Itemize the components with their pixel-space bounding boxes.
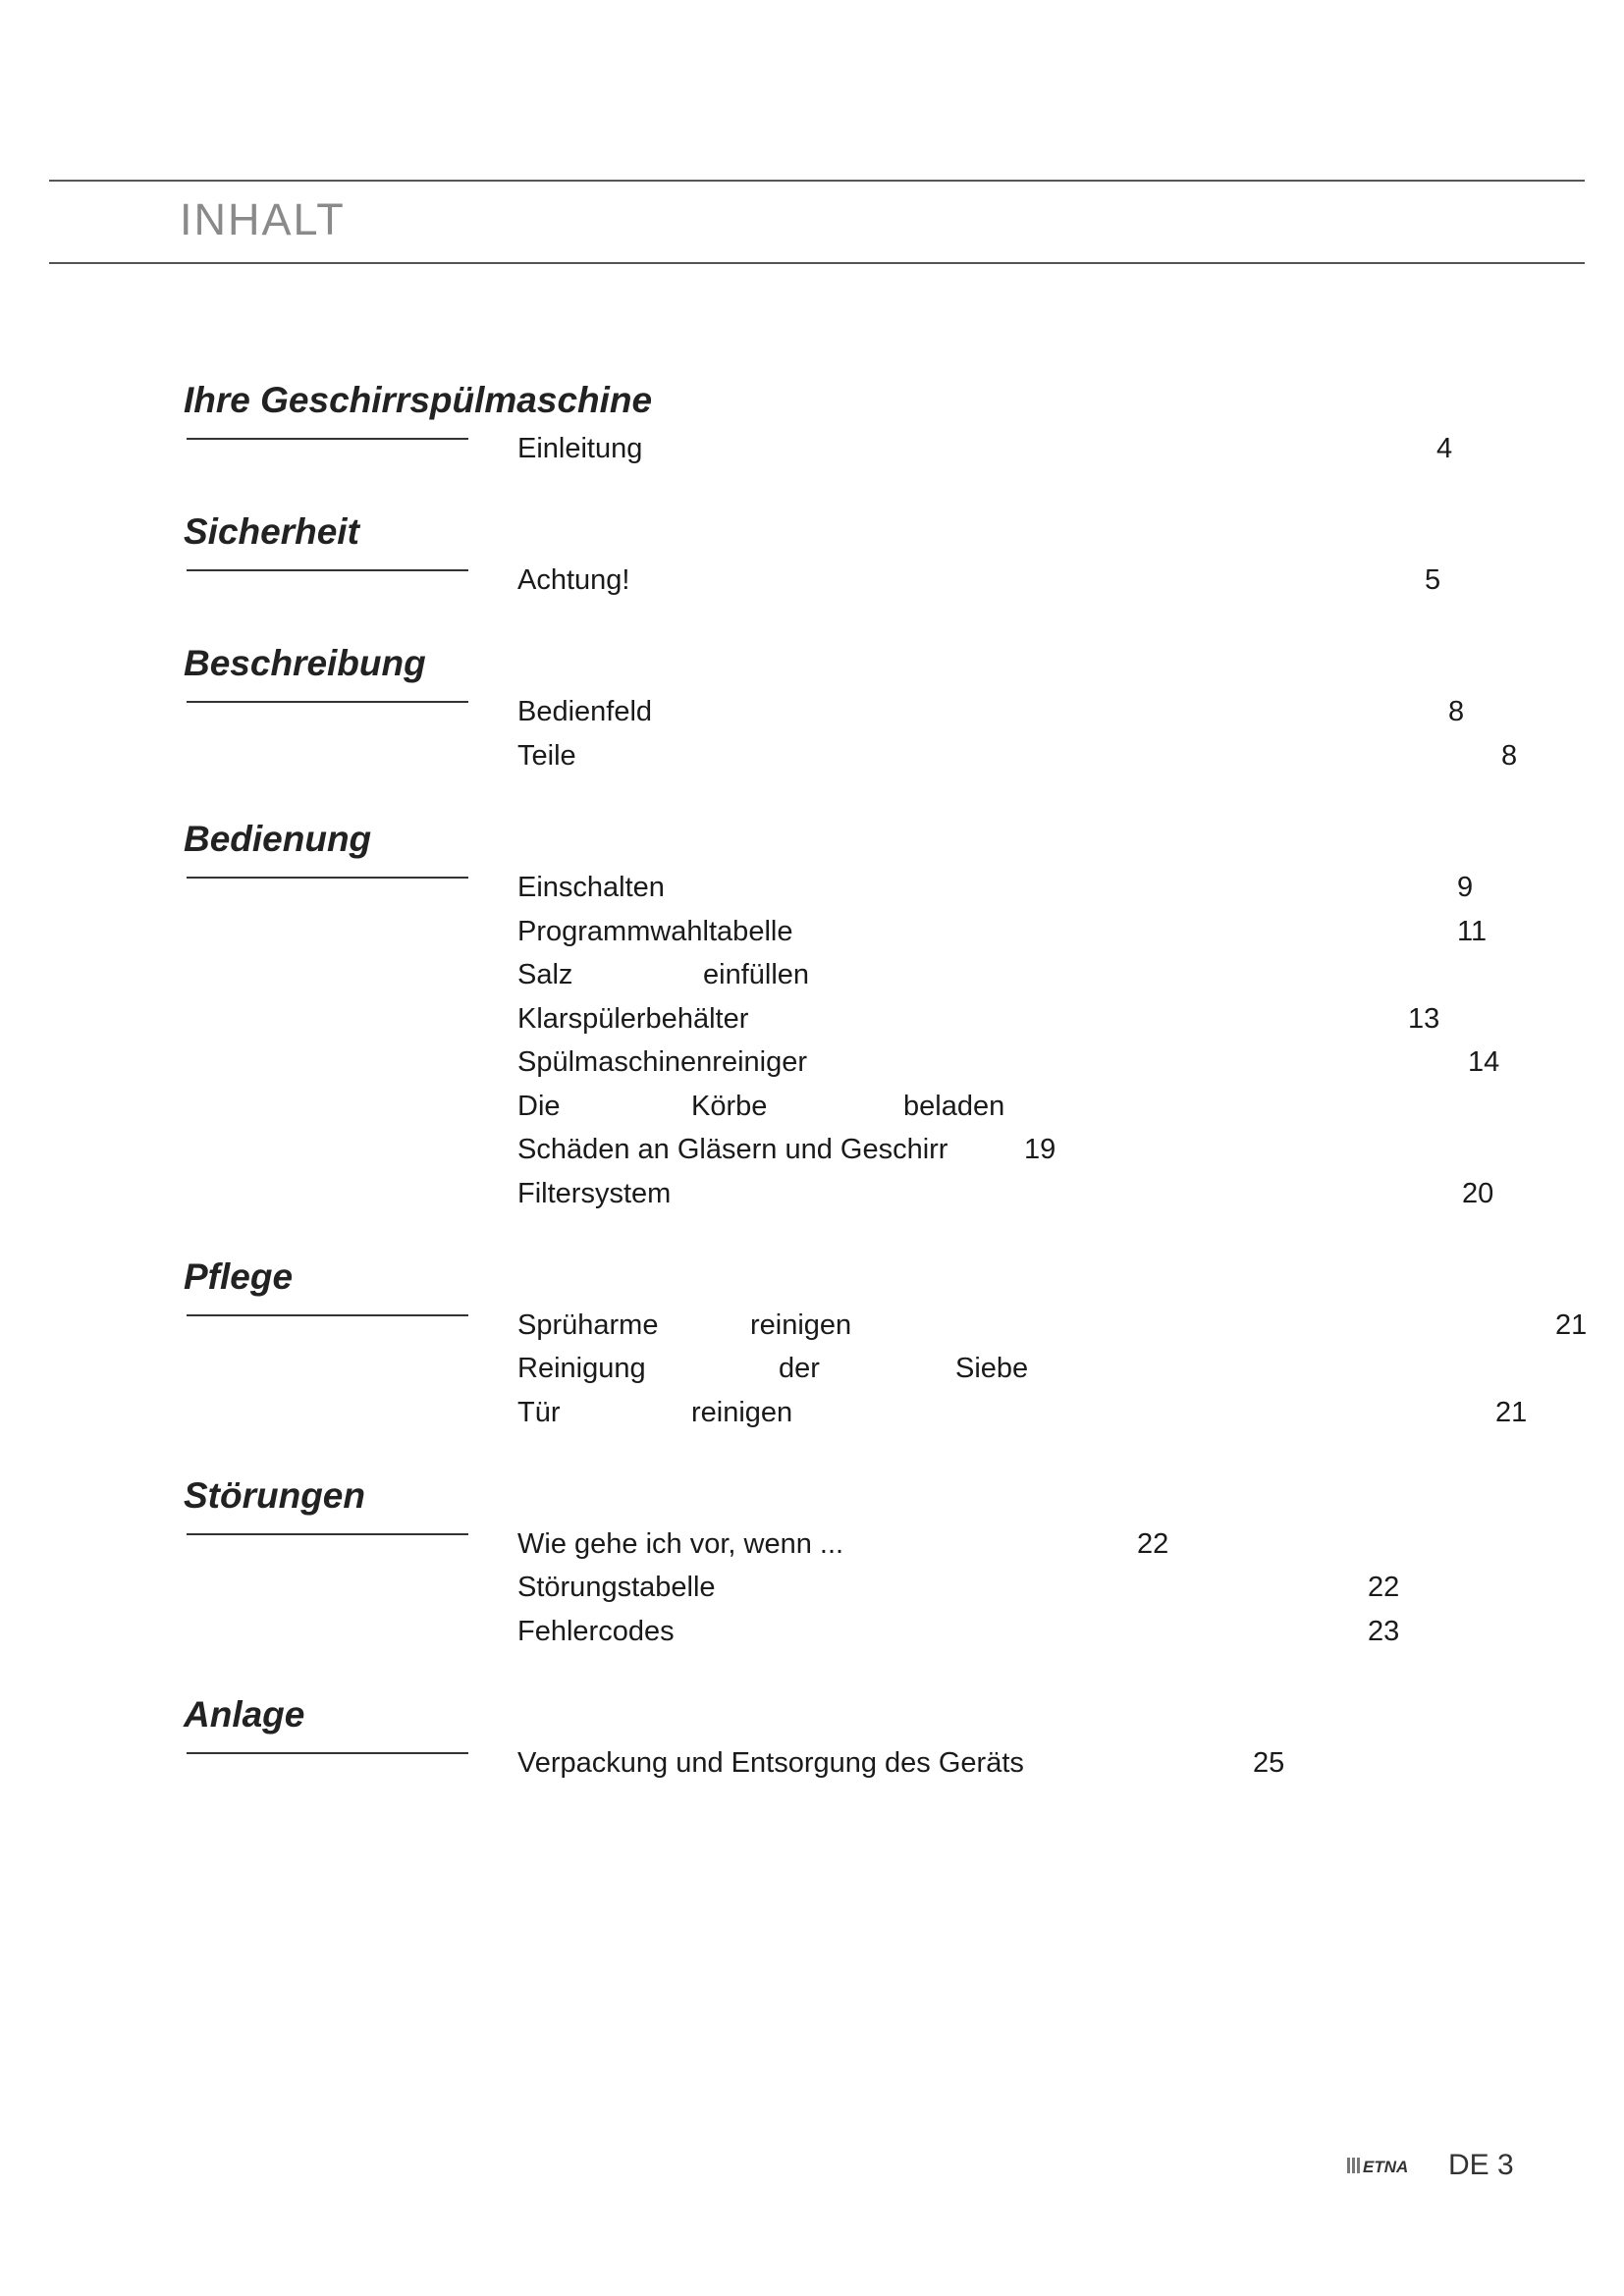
toc-entry[interactable] bbox=[517, 740, 1624, 779]
toc-entry-label: Schäden an Gläsern und Geschirr bbox=[517, 1134, 948, 1165]
toc-entry-label: Filtersystem bbox=[517, 1178, 672, 1209]
toc-entry-label: Salz bbox=[517, 959, 573, 990]
section-title: Störungen bbox=[184, 1475, 365, 1516]
toc-entry-label: der bbox=[779, 1353, 820, 1384]
toc-entry-label: Klarspülerbehälter bbox=[517, 1003, 749, 1035]
toc-entry[interactable] bbox=[517, 1178, 1624, 1217]
page-title: INHALT bbox=[180, 194, 346, 244]
toc-entry[interactable] bbox=[517, 1528, 1624, 1568]
section-rule bbox=[187, 1533, 468, 1535]
toc-entry-label: Spülmaschinenreiniger bbox=[517, 1046, 807, 1078]
toc-entry-page: 14 bbox=[1468, 1046, 1500, 1078]
toc-entry[interactable] bbox=[517, 1309, 1624, 1349]
toc-entry[interactable] bbox=[517, 1003, 1624, 1042]
toc-entry-page: 22 bbox=[1137, 1528, 1169, 1560]
toc-entry-page: 22 bbox=[1368, 1572, 1400, 1603]
toc-entry[interactable] bbox=[517, 1572, 1624, 1611]
etna-logo-text: ETNA bbox=[1363, 2158, 1409, 2176]
section-rule bbox=[187, 1314, 468, 1316]
toc-entry-label: Tür bbox=[517, 1397, 561, 1428]
toc-entry-label: Einleitung bbox=[517, 433, 643, 464]
header-bottom-rule bbox=[49, 262, 1585, 264]
toc-entry-label: einfüllen bbox=[703, 959, 810, 990]
section-title: Bedienung bbox=[184, 819, 372, 859]
toc-entry[interactable] bbox=[517, 1091, 1624, 1130]
toc-entry-label: Achtung! bbox=[517, 564, 630, 596]
toc-entry-page: 23 bbox=[1368, 1616, 1400, 1647]
toc-entry-page: 8 bbox=[1501, 740, 1518, 772]
section-title: Beschreibung bbox=[184, 643, 426, 683]
toc-entry[interactable] bbox=[517, 433, 1624, 472]
toc-entry-label: beladen bbox=[903, 1091, 1005, 1122]
toc-entry-page: 13 bbox=[1408, 1003, 1440, 1035]
toc-entry-page: 20 bbox=[1462, 1178, 1494, 1209]
toc-entry-page: 11 bbox=[1457, 916, 1488, 947]
toc-entry-page: 9 bbox=[1457, 872, 1474, 903]
toc-entry[interactable] bbox=[517, 564, 1624, 604]
toc-entry-label: Sprüharme bbox=[517, 1309, 659, 1341]
header-top-rule bbox=[49, 180, 1585, 182]
toc-entry-page: 21 bbox=[1495, 1397, 1528, 1428]
toc-entry-label: Die bbox=[517, 1091, 561, 1122]
toc-entry-page: 8 bbox=[1448, 696, 1465, 727]
toc-entry-label: Verpackung und Entsorgung des Geräts bbox=[517, 1747, 1024, 1779]
toc-entry-page: 21 bbox=[1555, 1309, 1588, 1341]
toc-entry[interactable] bbox=[517, 696, 1624, 735]
section-rule bbox=[187, 701, 468, 703]
section-rule bbox=[187, 569, 468, 571]
toc-entry-page: 5 bbox=[1425, 564, 1441, 596]
etna-logo bbox=[1347, 2152, 1416, 2177]
toc-entry-label: Störungstabelle bbox=[517, 1572, 716, 1603]
toc-entry[interactable] bbox=[517, 1747, 1624, 1787]
section-title: Sicherheit bbox=[184, 511, 359, 552]
toc-entry-label: Siebe bbox=[955, 1353, 1029, 1384]
page-number: DE 3 bbox=[1448, 2149, 1514, 2181]
toc-entry[interactable] bbox=[517, 1397, 1624, 1436]
toc-entry[interactable] bbox=[517, 916, 1624, 955]
toc-entry-label: Körbe bbox=[691, 1091, 768, 1122]
section-rule bbox=[187, 1752, 468, 1754]
toc-entry-page: 4 bbox=[1436, 433, 1453, 464]
toc-entry-label: Programmwahltabelle bbox=[517, 916, 793, 947]
toc-entry-label: Teile bbox=[517, 740, 576, 772]
toc-entry-label: Fehlercodes bbox=[517, 1616, 675, 1647]
toc-entry-label: Reinigung bbox=[517, 1353, 646, 1384]
section-title: Pflege bbox=[184, 1256, 294, 1297]
toc-entry-label: reinigen bbox=[691, 1397, 793, 1428]
toc-entry-page: 19 bbox=[1024, 1134, 1056, 1165]
toc-entry-label: reinigen bbox=[750, 1309, 852, 1341]
toc-entry-label: Bedienfeld bbox=[517, 696, 653, 727]
toc-entry-label: Einschalten bbox=[517, 872, 665, 903]
toc-entry[interactable] bbox=[517, 1353, 1624, 1392]
toc-entry[interactable] bbox=[517, 1046, 1624, 1086]
toc-entry-page: 25 bbox=[1253, 1747, 1285, 1779]
section-title: Ihre Geschirrspülmaschine bbox=[184, 380, 653, 420]
toc-entry[interactable] bbox=[517, 872, 1624, 911]
toc-entry[interactable] bbox=[517, 1134, 1624, 1173]
toc-entry[interactable] bbox=[517, 959, 1624, 998]
section-rule bbox=[187, 438, 468, 440]
section-rule bbox=[187, 877, 468, 879]
toc-entry-label: Wie gehe ich vor, wenn ... bbox=[517, 1528, 844, 1560]
toc-entry[interactable] bbox=[517, 1616, 1624, 1655]
section-title: Anlage bbox=[184, 1694, 305, 1735]
